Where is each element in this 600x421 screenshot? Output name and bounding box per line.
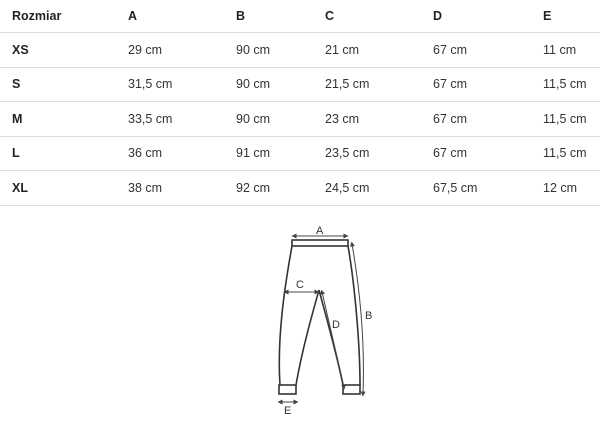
value-cell-c: 21 cm [313,33,421,68]
size-cell: S [0,67,116,102]
value-cell-b: 91 cm [224,136,313,171]
measurement-label-d: D [332,319,340,331]
value-cell-d: 67 cm [421,136,531,171]
header-e: E [531,0,600,33]
value-cell-c: 24,5 cm [313,171,421,206]
value-cell-c: 23,5 cm [313,136,421,171]
table-row [0,102,600,137]
value-cell-d: 67,5 cm [421,171,531,206]
measurement-label-c: C [296,279,304,291]
value-cell-b: 92 cm [224,171,313,206]
measurement-b-arrow [352,244,363,394]
measurement-label-b: B [365,310,373,322]
value-cell-d: 67 cm [421,102,531,137]
measurement-label-e: E [284,405,292,417]
measurement-label-a: A [316,225,324,237]
measurement-d-arrow [322,292,344,387]
pants-outline-icon [279,240,360,394]
value-cell-a: 36 cm [116,136,224,171]
value-cell-a: 38 cm [116,171,224,206]
value-cell-e: 11,5 cm [531,102,600,137]
header-b: B [224,0,313,33]
value-cell-e: 11 cm [531,33,600,68]
size-cell: XL [0,171,116,206]
table-header-row [0,0,600,33]
header-rozmiar: Rozmiar [0,0,116,33]
header-a: A [116,0,224,33]
value-cell-a: 33,5 cm [116,102,224,137]
value-cell-a: 29 cm [116,33,224,68]
size-cell: L [0,136,116,171]
value-cell-e: 11,5 cm [531,67,600,102]
value-cell-b: 90 cm [224,102,313,137]
table-row [0,33,600,68]
header-d: D [421,0,531,33]
value-cell-e: 12 cm [531,171,600,206]
value-cell-e: 11,5 cm [531,136,600,171]
value-cell-c: 21,5 cm [313,67,421,102]
value-cell-c: 23 cm [313,102,421,137]
size-chart-table [0,0,600,206]
table-row [0,171,600,206]
value-cell-d: 67 cm [421,67,531,102]
header-c: C [313,0,421,33]
value-cell-b: 90 cm [224,33,313,68]
value-cell-b: 90 cm [224,67,313,102]
table-row [0,67,600,102]
size-cell: M [0,102,116,137]
value-cell-d: 67 cm [421,33,531,68]
pants-measurement-diagram [262,220,392,420]
table-row [0,136,600,171]
size-cell: XS [0,33,116,68]
value-cell-a: 31,5 cm [116,67,224,102]
